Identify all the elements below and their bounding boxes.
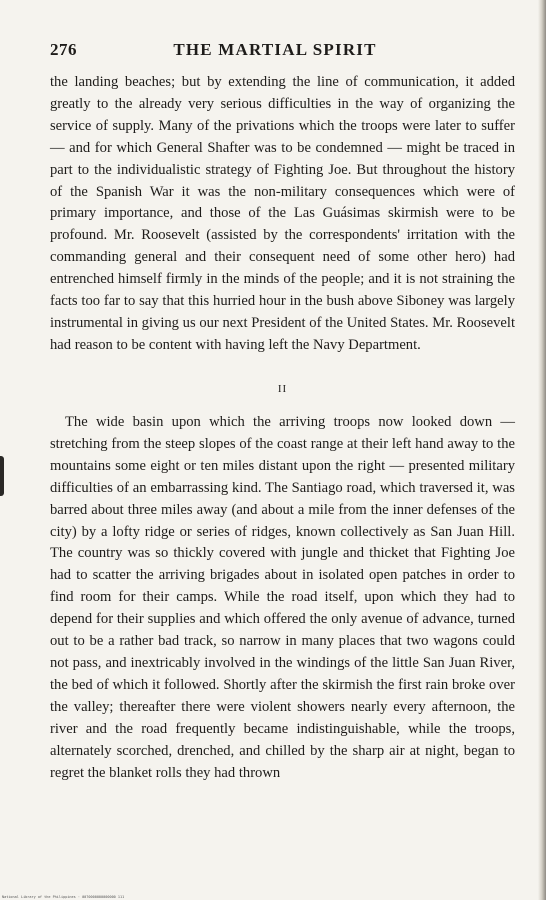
paragraph-section-two: The wide basin upon which the arriving troops now looked down — stretching from the steep slopes of the coast range at their left hand away to the mountains some eight or ten miles distant upon the right — presented military difficulties of an embarrassing kind. The Santiago road, which traversed it, was barred about three miles away (and about a mile from the inner defenses of the city) by a lofty ridge or series of ridges, known collectively as San Juan Hill. The country was so thickly covered with jungle and thicket that Fighting Joe had to scatter the arriving brigades about in isolated open patches in order to find room for their camps. While the road itself, upon which they had to depend for their supplies and which offered the only avenue of advance, turned out to be a rather bad track, so narrow in many places that two wagons could not pass, and inextricably involved in the windings of the little San Juan River, the bed of which it followed. Shortly after the skirmish the first rain broke over the valley; thereafter there were violent showers nearly every afternoon, the river and the road frequently became indistinguishable, while the troops, alternately scorched, drenched, and chilled by the sharp air at night, began to regret the blanket rolls they had thrown — [50, 414, 515, 781]
running-title: THE MARTIAL SPIRIT — [173, 40, 377, 59]
paragraph-continuation: the landing beaches; but by extending the line of communication, it added greatly to the already very serious difficulties in the way of organizing the service of supply. Many of the privations which the troops were later to suffer — and for which General Shafter was to be condemned — might be traced in part to the individualistic strategy of Fighting Joe. But throughout the history of the Spanish War it was the non-military consequences which were of primary importance, and those of the Las Guásimas skirmish were to be profound. Mr. Roosevelt (assisted by the correspondents' irritation with the commanding general and their consequent need of some other hero) had entrenched himself firmly in the minds of the people; and it is not straining the facts too far to say that this hurried hour in the bush above Siboney was largely instrumental in giving us our next President of the United States. Mr. Roosevelt had reason to be content with having left the Navy Department. — [50, 74, 515, 353]
binding-mark — [0, 456, 4, 496]
page-edge-shadow — [538, 0, 546, 900]
scan-credit: National Library of the Philippines · 0070000000000000 111 — [2, 895, 125, 899]
page-number: 276 — [50, 40, 77, 59]
running-head — [50, 40, 500, 66]
section-numeral: II — [277, 383, 288, 395]
